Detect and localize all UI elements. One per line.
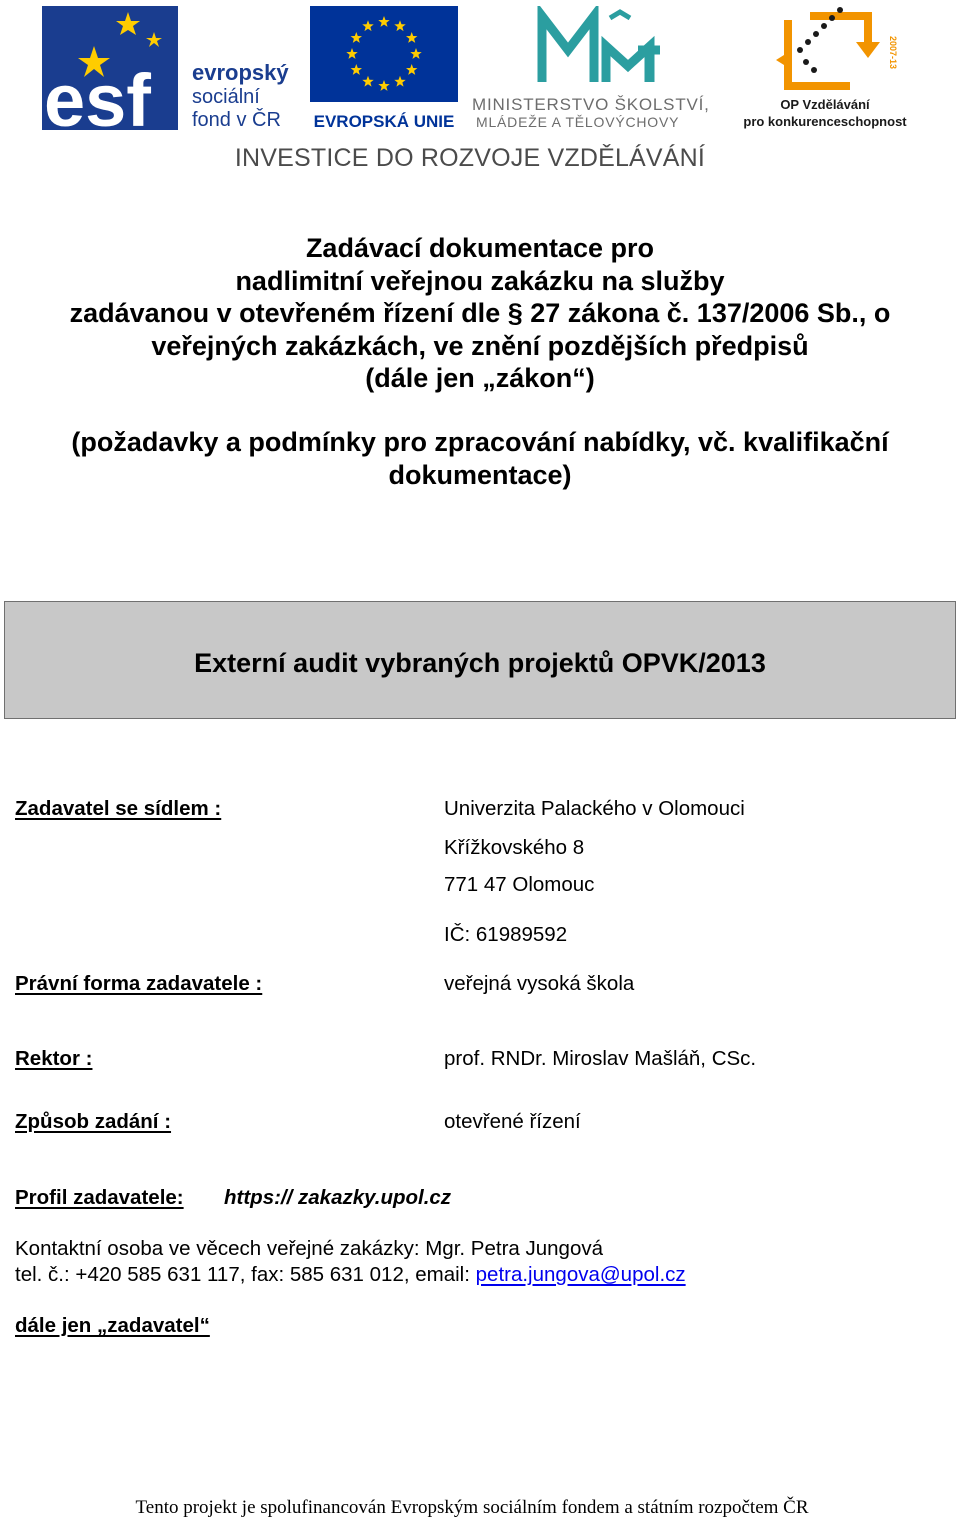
esf-mark: esf	[44, 59, 151, 130]
op-vzdelavani-logo	[740, 6, 910, 130]
footer-note: Tento projekt je spolufinancován Evropským sociálním fondem a státním rozpočtem ČR	[135, 1497, 809, 1518]
eu-label: EVROPSKÁ UNIE	[313, 112, 455, 130]
contact-phone-fax: tel. č.: +420 585 631 117, fax: 585 631 012, email:	[15, 1263, 476, 1286]
title-line: Zadávací dokumentace pro	[305, 233, 655, 263]
contact-email-link[interactable]: petra.jungova@upol.cz	[475, 1263, 686, 1286]
pravni-forma-label: Právní forma zadavatele :	[15, 972, 263, 995]
investice-banner: INVESTICE DO ROZVOJE VZDĚLÁVÁNÍ	[234, 144, 706, 172]
project-name: Externí audit vybraných projektů OPVK/2013	[194, 648, 766, 678]
op-line2: pro konkurenceschopnost	[743, 114, 907, 129]
pravni-forma-value: veřejná vysoká škola	[444, 972, 635, 995]
document-title	[20, 232, 940, 395]
op-graphic	[740, 6, 910, 130]
document-subtitle	[20, 426, 940, 491]
subtitle-line: dokumentace)	[388, 459, 572, 490]
zadavatel-street: Křížkovského 8	[444, 836, 585, 859]
eu-logo	[310, 6, 458, 130]
zadavatel-label: Zadavatel se sídlem :	[15, 797, 222, 820]
contact-person: Kontaktní osoba ve věcech veřejné zakázky: Mgr. Petra Jungová	[15, 1237, 603, 1260]
eu-flag	[310, 6, 458, 130]
msmt-graphic	[470, 6, 730, 130]
esf-line2: sociální	[192, 86, 260, 108]
subtitle-line: (požadavky a podmínky pro zpracování nabídky, vč. kvalifikační	[71, 427, 889, 457]
contact-details	[15, 1263, 686, 1287]
profil-zadavatele-link[interactable]: https:// zakazky.upol.cz	[224, 1186, 452, 1209]
op-years: 2007-13	[888, 36, 898, 70]
zpusob-zadani-value: otevřené řízení	[444, 1110, 581, 1133]
zadavatel-name: Univerzita Palackého v Olomouci	[444, 797, 745, 820]
esf-line1: evropský	[192, 60, 289, 85]
title-line: zadávanou v otevřeném řízení dle § 27 zákona č. 137/2006 Sb., o	[69, 298, 891, 328]
title-line: nadlimitní veřejnou zakázku na služby	[235, 265, 725, 296]
zadavatel-ic: IČ: 61989592	[444, 923, 568, 946]
rektor-label: Rektor :	[15, 1047, 93, 1070]
project-name-box	[4, 601, 956, 719]
msmt-line2: MLÁDEŽE A TĚLOVÝCHOVY	[476, 114, 680, 130]
msmt-line1: MINISTERSTVO ŠKOLSTVÍ,	[472, 95, 710, 114]
msmt-logo	[470, 6, 730, 130]
dale-jen-zadavatel: dále jen „zadavatel“	[15, 1314, 210, 1337]
profil-zadavatele-label: Profil zadavatele:	[15, 1186, 184, 1209]
esf-logo-graphic	[42, 6, 304, 130]
rektor-value: prof. RNDr. Miroslav Mašláň, CSc.	[444, 1047, 757, 1070]
zadavatel-city: 771 47 Olomouc	[444, 873, 595, 896]
esf-logo	[42, 6, 304, 130]
title-line: (dále jen „zákon“)	[365, 363, 595, 393]
esf-line3: fond v ČR	[192, 109, 281, 130]
title-line: veřejných zakázkách, ve znění pozdějších předpisů	[151, 330, 809, 361]
zpusob-zadani-label: Způsob zadání :	[15, 1110, 172, 1133]
op-line1: OP Vzdělávání	[780, 97, 870, 112]
